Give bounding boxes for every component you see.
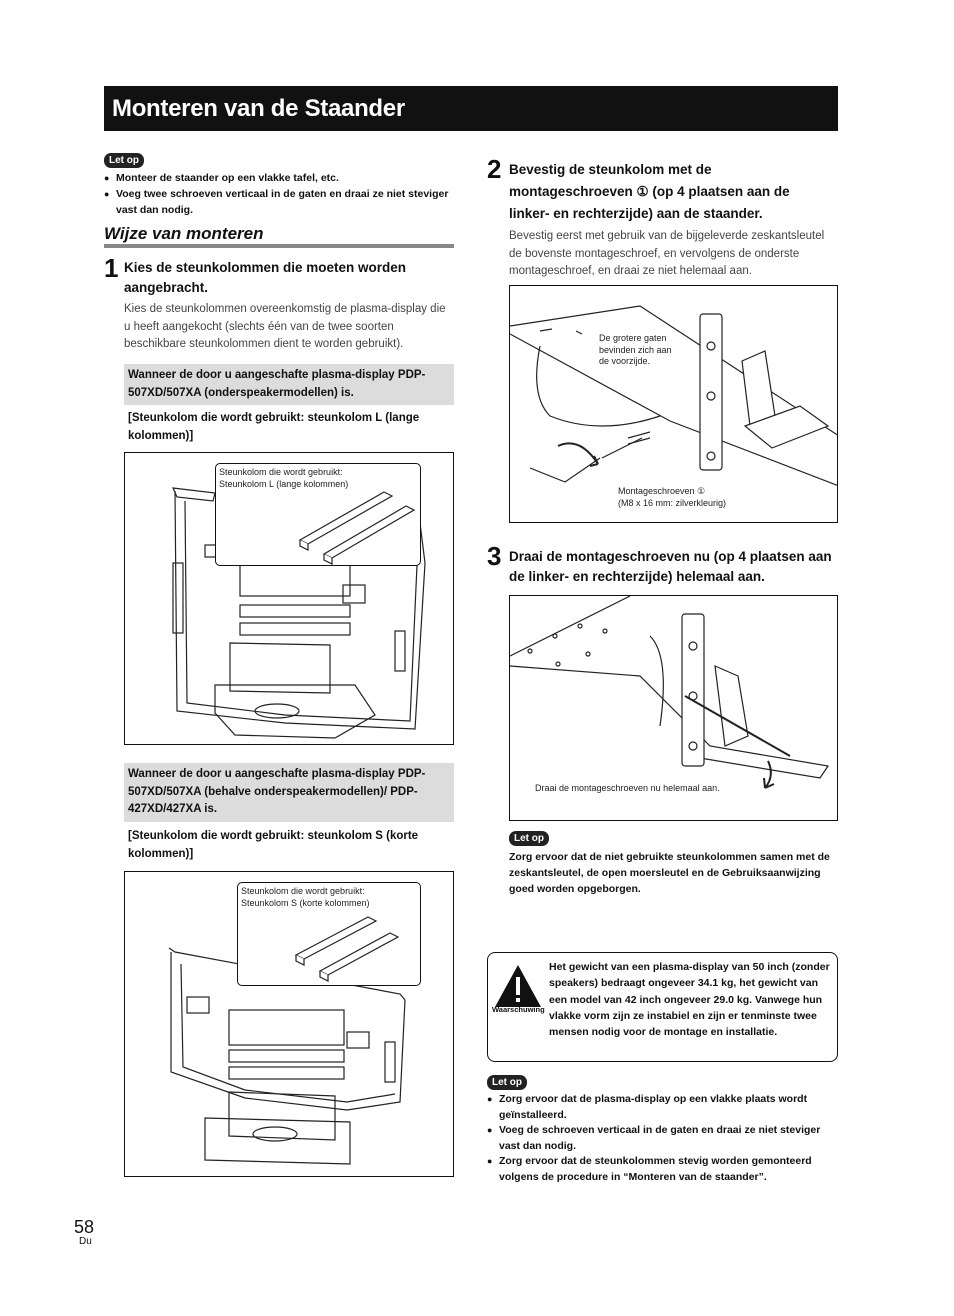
section-heading-text: Wijze van monteren: [104, 224, 264, 243]
warning-box: [487, 952, 838, 1062]
case-s-box: Wanneer de door u aangeschafte plasma-display PDP-507XD/507XA (behalve onderspeakermodellen)/ PDP-427XD/427XA is.: [124, 763, 454, 822]
figure-l-callout: Steunkolom die wordt gebruikt: Steunkolom L (lange kolommen): [219, 467, 349, 489]
case-l-box: Wanneer de door u aangeschafte plasma-display PDP-507XD/507XA (onderspeakermodellen) is.: [124, 364, 454, 405]
step2-body: Bevestig eerst met gebruik van de bijgeleverde zeskantsleutel de bovenste montageschroef, en vervolgens de onderste montageschroef, en draai ze niet helemaal aan.: [509, 230, 825, 277]
final-bullet: ● Zorg ervoor dat de plasma-display op een vlakke plaats wordt geïnstalleerd.: [487, 1092, 838, 1123]
let-op-badge: Let op: [104, 153, 144, 168]
page-title-bar: [104, 86, 838, 131]
let-op-badge: Let op: [509, 831, 549, 846]
figure-s-display: [124, 871, 454, 1177]
intro-bullets: [104, 170, 454, 218]
let-op-badge: Let op: [487, 1075, 527, 1090]
callout-mounting-screws: Montageschroeven ① (M8 x 16 mm: zilverkleurig): [618, 486, 727, 508]
intro-bullet: ● Voeg twee schroeven verticaal in de gaten en draai ze niet steviger vast dan nodig.: [104, 186, 454, 218]
final-bullet: ● Voeg de schroeven verticaal in de gaten en draai ze niet steviger vast dan nodig.: [487, 1123, 838, 1154]
step1-title: Kies de steunkolommen die moeten worden aangebracht.: [124, 260, 407, 295]
callout-tighten: Draai de montageschroeven nu helemaal aan.: [535, 783, 720, 793]
step2-title: Bevestig de steunkolom met de montageschroeven ① (op 4 plaatsen aan de linker- en rechterzijde) aan de staander.: [509, 162, 790, 221]
page-title: Monteren van de Staander: [112, 95, 405, 122]
warning-text: Het gewicht van een plasma-display van 50 inch (zonder speakers) bedraagt ongeveer 34.1 kg, het gewicht van een model van 42 inch ongeveer 29.0 kg. Vanwege hun vlakke vorm zijn ze instabiel en zijn er tenminste twee mensen nodig voor de montage en installatie.: [549, 961, 830, 1039]
callout-front-holes: De grotere gaten bevinden zich aan de voorzijde.: [599, 333, 672, 366]
step3-title: Draai de montageschroeven nu (op 4 plaatsen aan de linker- en rechterzijde) helemaal aan.: [509, 549, 832, 584]
case-l-label: [Steunkolom die wordt gebruikt: steunkolom L (lange kolommen)]: [128, 412, 420, 442]
final-bullets: [487, 1092, 838, 1185]
figure-step2: [509, 285, 838, 523]
warning-label: Waarschuwing: [492, 1005, 545, 1014]
step2-number: 2: [487, 154, 502, 184]
storage-note: Zorg ervoor dat de niet gebruikte steunkolommen samen met de zeskantsleutel, de open moersleutel en de Gebruiksaanwijzing goed worden opgeborgen.: [509, 851, 830, 895]
inset-columns-s: [237, 882, 421, 986]
warning-triangle-icon: [493, 963, 543, 1011]
figure-step3: [509, 595, 838, 821]
step1-body: Kies de steunkolommen overeenkomstig de plasma-display die u heeft aangekocht (slechts één van de twee soorten beschikbare steunkolommen dient te worden gebruikt).: [124, 303, 446, 350]
case-s-label: [Steunkolom die wordt gebruikt: steunkolom S (korte kolommen)]: [128, 830, 419, 860]
page-language: Du: [79, 1236, 92, 1247]
intro-bullet: ● Monteer de staander op een vlakke tafel, etc.: [104, 170, 454, 186]
final-bullet: ● Zorg ervoor dat de steunkolommen stevig worden gemonteerd volgens de procedure in “Monteren van de staander”.: [487, 1154, 838, 1185]
step1-number: 1: [104, 253, 119, 283]
figure-s-callout: Steunkolom die wordt gebruikt: Steunkolom S (korte kolommen): [241, 886, 370, 908]
step3-number: 3: [487, 541, 502, 571]
figure-l-display: [124, 452, 454, 745]
page-number: 58: [74, 1217, 95, 1237]
inset-columns-l: [215, 463, 421, 566]
section-heading: [104, 224, 454, 248]
